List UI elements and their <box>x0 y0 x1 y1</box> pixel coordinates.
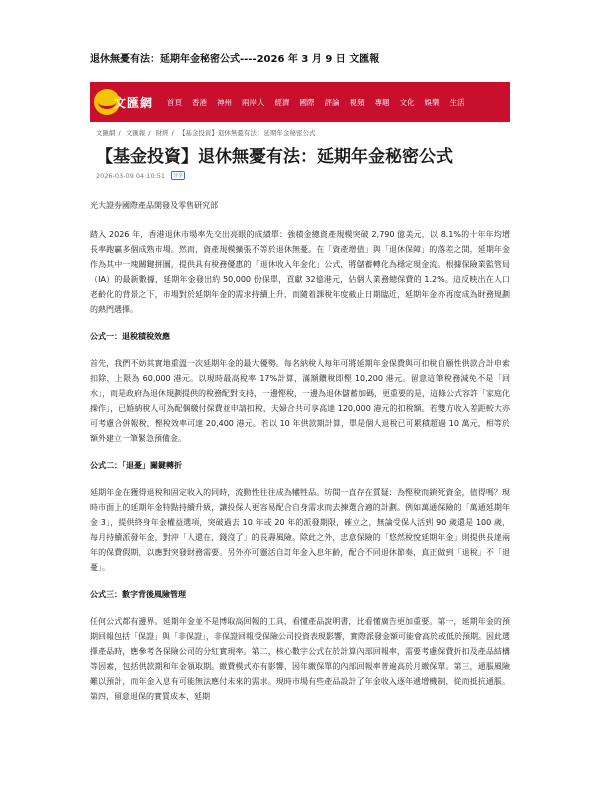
site-logo[interactable] <box>90 82 160 122</box>
breadcrumb-separator: / <box>171 129 174 137</box>
article-paragraph: 踏入 2026 年，香港退休市場率先交出亮眼的成績單：強積金總資產規模突破 2,790 億美元，以 8.1%的十年年均增長率跑贏多個成熟市場。然而，資產規模擴張不等於退休無憂。在「資產增值」與「退休保障」的落差之間，延期年金作為其中一塊關鍵拼圖，提供具有稅務優惠的「退休收入年金化」公式，將儲蓄轉化為穩定現金流。根據保險業監管局（IA）的最新數據，延期年金發出約 50,000 份保單，貢獻 32億港元，佔個人業務總保費的 1.2%。這反映出在人口老齡化的背景之下，市場對於延期年金的需求持續上升，而隨着課稅年度截止日期臨近，延期年金亦再度成為財務規劃的熱門選擇。 <box>90 230 510 314</box>
breadcrumb-item[interactable]: 文匯網 <box>96 129 116 137</box>
nav-item-culture[interactable]: 文化 <box>399 97 415 107</box>
share-icon[interactable]: 分享 <box>173 173 184 179</box>
article-title: 【基金投資】退休無憂有法：延期年金秘密公式 <box>96 147 453 167</box>
breadcrumb-item: 【基金投資】退休無憂有法：延期年金秘密公式 <box>178 129 316 137</box>
nav-item-cross-strait[interactable]: 兩岸人 <box>242 97 265 107</box>
article-body <box>90 198 510 716</box>
article-date: 2026-03-09 04:10:51 <box>96 171 166 180</box>
nav-item-hongkong[interactable]: 香港 <box>192 97 207 107</box>
site-navbar <box>90 82 510 122</box>
nav-item-china[interactable]: 神州 <box>217 97 232 107</box>
nav-item-life[interactable]: 生活 <box>449 97 465 107</box>
breadcrumb-item[interactable]: 文匯報 <box>125 129 146 137</box>
breadcrumb-separator: / <box>118 129 121 137</box>
breadcrumb-item[interactable]: 財經 <box>155 129 169 137</box>
nav-menu <box>162 97 470 108</box>
nav-item-entertainment[interactable]: 娛樂 <box>424 97 440 107</box>
nav-item-special[interactable]: 專題 <box>374 97 390 107</box>
nav-item-economy[interactable]: 經濟 <box>274 97 290 107</box>
document-title: 退休無憂有法：延期年金秘密公式----2026 年 3 月 9 日 文匯報 <box>90 54 380 65</box>
section-heading: 公式三：數字背後風險管理 <box>90 590 186 599</box>
nav-item-opinion[interactable]: 評論 <box>324 97 340 107</box>
logo-text: 文匯網 <box>114 96 154 110</box>
section-heading: 公式一：退稅積稅效應 <box>90 332 170 341</box>
section-heading: 公式二：「退憂」關鍵轉折 <box>90 461 182 470</box>
nav-item-international[interactable]: 國際 <box>299 97 315 107</box>
article-paragraph: 首先，我們不妨其實地重溫一次延期年金的最大優勢。每名納稅人每年可將延期年金保費與可扣稅自願性供款合計申索扣除，上限為 60,000 港元。以現時最高稅率 17%計算，滿額鑽稅即慳 10,200 港元。留意這筆稅務減免不是「回水」，而是政府為退休規劃提供的稅務配對支持，一邊慳稅，一邊為退休儲蓄加碼，更重要的是，這條公式容許「家庭化操作」，已婚納稅人可為配偶繳付保費並申請扣稅，夫婦合共可享高達 120,000 港元的扣稅額。若雙方收入差距較大亦可考慮合併報稅，慳稅效率可達 20,400 港元。若以 10 年供款期計算，單是個人退稅已可累積超過 10 萬元，相等於額外建立一筆緊急預備金。 <box>90 359 510 443</box>
article-author: 光大證券國際產品開發及零售研究部 <box>90 201 218 210</box>
nav-item-video[interactable]: 視頻 <box>349 97 365 107</box>
nav-item-home[interactable]: 首頁 <box>167 97 182 107</box>
article-meta <box>96 171 185 180</box>
breadcrumb <box>96 128 318 137</box>
breadcrumb-separator: / <box>148 129 151 137</box>
article-paragraph: 延期年金在獲得退稅和固定收入的同時，流動性往往成為犧牲品。坊間一直存在質疑：為慳稅而鎖死資金，值得嗎？現時市面上的延期年金特點持續升級，讓投保人更容易配合自身需求而去揀選合適的計劃。例如萬通保險的「萬通延期年金 3」，提供終身年金權益選項，突破過去 10 年或 20 年的派發期限，確立之，無論受保人活到 90 歲還是 100 歲，每月持續派發年金，對沖「人還在，錢沒了」的長壽風險。除此之外，忠意保險的「悠然稅悅延期年金」則提供長達兩年的保費假期，以應對突發財務需要。另外亦可靈活自訂年金入息年齡，配合不同退休節奏，真正做到「退稅」不「退憂」。 <box>90 488 510 572</box>
article-paragraph: 任何公式都有邊界。延期年金並不是博取高回報的工具，看懂產品說明書，比看懂廣告更加重要。第一，延期年金的預期回報包括「保證」與「非保證」，非保證回報受保險公司投資表現影響，實際派發金額可能會高於或低於預期。因此選擇產品時，應參考各保險公司的分紅實現率。第二，核心數字公式在於計算內部回報率，需要考慮保費折扣及產品結構等因素，包括供款期和年金領取期。繳費模式亦有影響，因年繳保單的內部回報率普遍高於月繳保單。第三，通脹風險難以預計，而年金入息有可能無法應付未來的需求。現時市場有些產品設計了年金收入逐年遞增機制，從而抵抗通脹。第四，留意退保的實質成本，延期 <box>90 617 510 701</box>
